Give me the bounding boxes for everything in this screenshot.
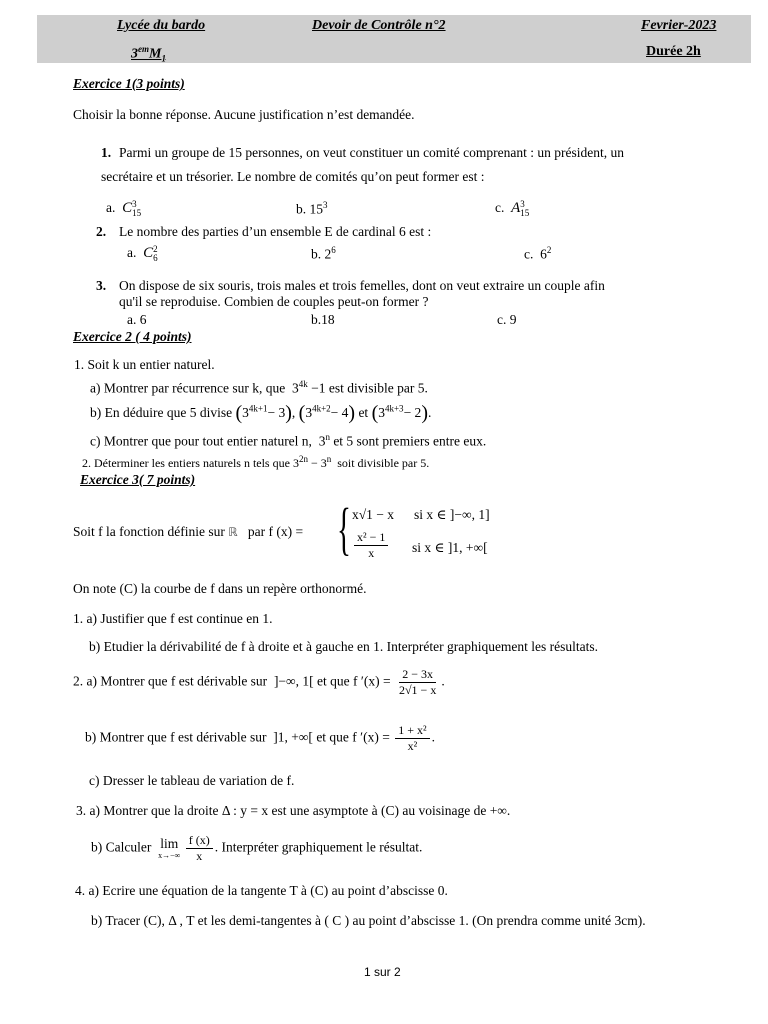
q2-option-c: c. $6^2$ bbox=[524, 245, 552, 262]
q2-option-b: b. $2^6$ bbox=[311, 245, 336, 262]
ex2-item-2: 2. Déterminer les entiers naturels n tels que $3^{2n} - 3^n$ soit divisible par 5. bbox=[82, 454, 430, 470]
question-1-number: 1. bbox=[101, 145, 112, 160]
ex3-q1b: b) Etudier la dérivabilité de f à droite et à gauche en 1. Interpréter graphiquement les résultats. bbox=[89, 639, 599, 654]
class-name: $3^{em}M_1$ bbox=[131, 44, 166, 64]
question-2-text: Le nombre des parties d’un ensemble E de cardinal 6 est : bbox=[119, 224, 432, 239]
page-number: 1 sur 2 bbox=[364, 965, 401, 979]
question-3-number: 3. bbox=[96, 278, 107, 293]
question-1-text-line2: secrétaire et un trésorier. Le nombre de comités qu’on peut former est : bbox=[101, 169, 485, 184]
ex3-q1a: 1. a) Justifier que f est continue en 1. bbox=[73, 611, 273, 626]
exercise-1-instruction: Choisir la bonne réponse. Aucune justification n’est demandée. bbox=[73, 107, 415, 122]
school-name: Lycée du bardo bbox=[117, 18, 206, 33]
q2-option-a: a. C 2 6 bbox=[127, 244, 158, 263]
q1-option-c: c. A 3 15 bbox=[495, 199, 530, 218]
q1-option-a: a. C 3 15 bbox=[106, 199, 142, 218]
ex2-question-a: a) Montrer par récurrence sur k, que $3^{4k} -1$ est divisible par 5. bbox=[90, 379, 428, 396]
case-1-condition: si x ∈ ]−∞, 1] bbox=[414, 507, 490, 522]
curve-note: On note (C) la courbe de f dans un repère orthonormé. bbox=[73, 581, 367, 596]
ex3-q2c: c) Dresser le tableau de variation de f. bbox=[89, 773, 295, 788]
case-2-condition: si x ∈ ]1, +∞[ bbox=[412, 540, 488, 555]
ex3-q2a: 2. a) Montrer que f est dérivable sur ]−∞, 1[ et que f ′(x) = $\frac{2 - 3x}{2√1 - x}$ . bbox=[73, 667, 445, 697]
ex3-q3a: 3. a) Montrer que la droite Δ : y = x est une asymptote à (C) au voisinage de +∞. bbox=[76, 803, 511, 818]
exercise-1-title: Exercice 1(3 points) bbox=[73, 76, 185, 91]
ex3-q4a: 4. a) Ecrire une équation de la tangente T à (C) au point d’abscisse 0. bbox=[75, 883, 448, 898]
question-2-number: 2. bbox=[96, 224, 107, 239]
piecewise-brace: { bbox=[337, 496, 351, 561]
question-3-text-line1: On dispose de six souris, trois males et trois femelles, dont on veut extraire un couple afin bbox=[119, 278, 605, 293]
ex2-question-c: c) Montrer que pour tout entier naturel n, 3$^n$ et 5 sont premiers entre eux. bbox=[90, 432, 487, 449]
exam-duration: Durée 2h bbox=[646, 44, 701, 59]
q1-option-b: b. $15^3$ bbox=[296, 200, 328, 217]
ex3-q4b: b) Tracer (C), Δ , T et les demi-tangentes à ( C ) au point d’abscisse 1. (On prendra comme unité 3cm). bbox=[91, 913, 646, 928]
ex2-question-b: b) En déduire que 5 divise $(3^{4k+1}- 3)$, $(3^{4k+2}- 4)$ et $(3^{4k+3}- 2)$. bbox=[90, 402, 432, 424]
question-1-text-line1: Parmi un groupe de 15 personnes, on veut constituer un comité comprenant : un président, un bbox=[119, 145, 625, 160]
ex3-q2b: b) Montrer que f est dérivable sur ]1, +∞[ et que f ′(x) = $\frac{\text{1 + x²}}{\text{x²}}$ . bbox=[85, 723, 435, 753]
question-3-text-line2: qu'il se reproduise. Combien de couples peut-on former ? bbox=[119, 294, 429, 309]
exam-title: Devoir de Contrôle n°2 bbox=[312, 18, 446, 33]
exam-date: Fevrier-2023 bbox=[641, 18, 717, 33]
case-1-expression: x√1 − x bbox=[352, 507, 395, 522]
exercise-3-title: Exercice 3( 7 points) bbox=[80, 472, 196, 487]
q3-option-a: a. 6 bbox=[127, 312, 147, 327]
ex2-item-1: 1. Soit k un entier naturel. bbox=[74, 357, 215, 372]
q3-option-c: c. 9 bbox=[497, 312, 517, 327]
exercise-2-title: Exercice 2 ( 4 points) bbox=[73, 329, 192, 344]
case-2-expression: $\frac{\text{x² − 1}}{x}$ bbox=[352, 530, 390, 561]
q3-option-b: b.18 bbox=[311, 312, 335, 327]
function-definition-intro: Soit f la fonction définie sur ℝ par f (x) = bbox=[73, 524, 304, 539]
ex3-q3b: b) Calculer lim x→−∞ $\frac{f (x)}{x}$ . Interpréter graphiquement le résultat. bbox=[91, 833, 423, 863]
